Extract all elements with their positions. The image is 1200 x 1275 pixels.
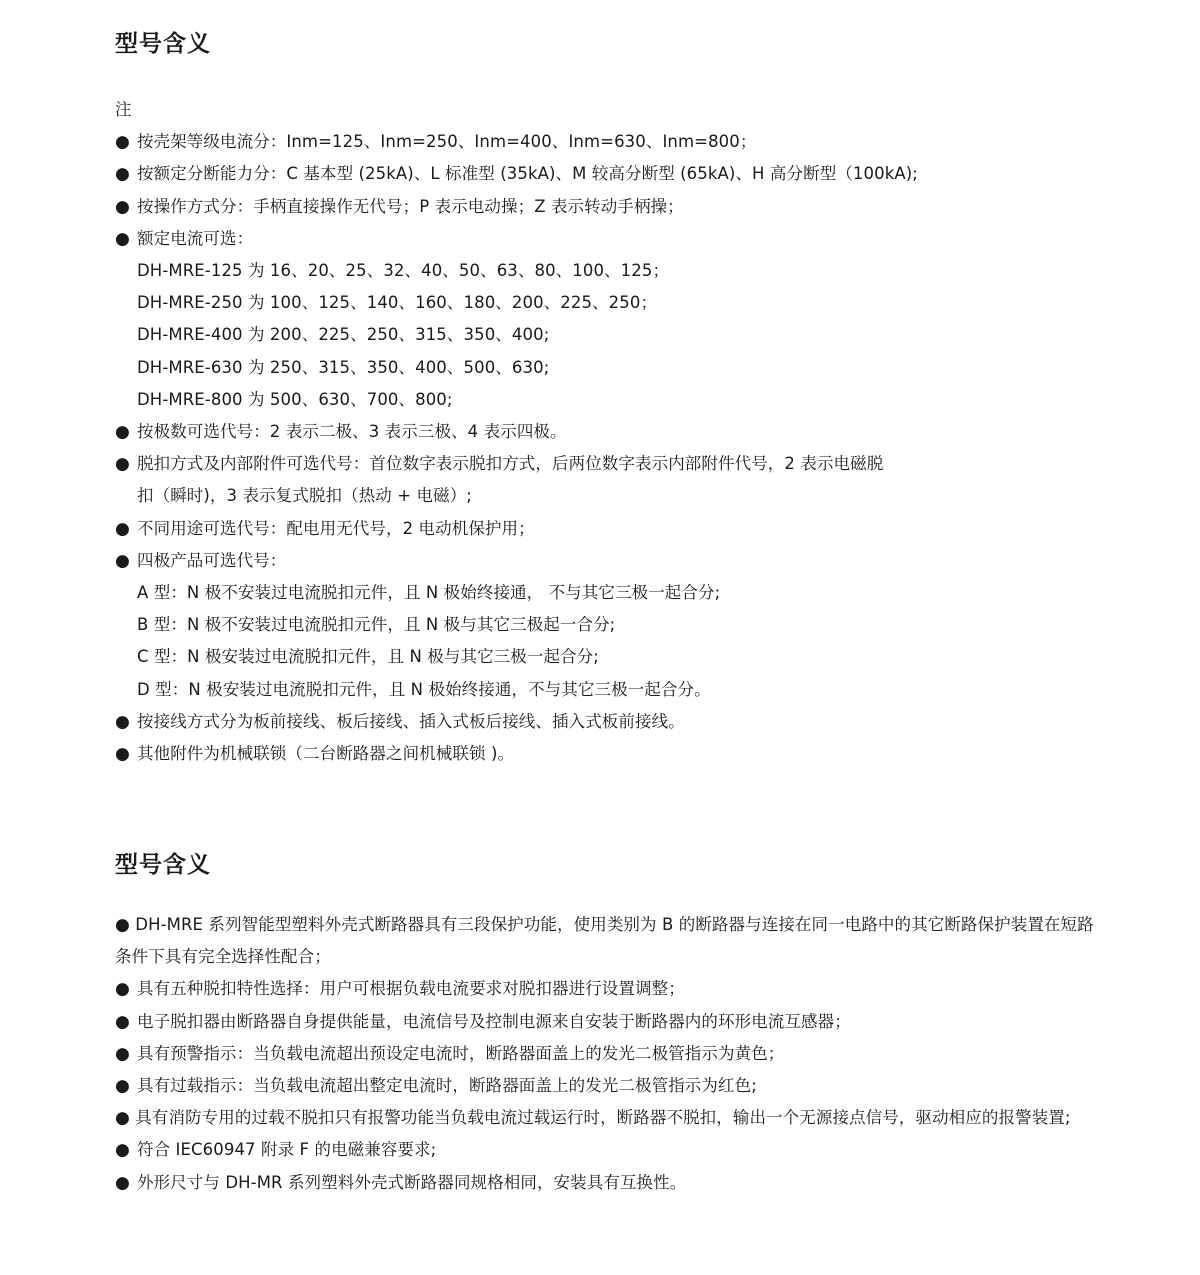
features-list (115, 909, 1095, 1199)
list-item-text: 按极数可选代号：2 表示二极、3 表示三极、4 表示四极。 (137, 422, 567, 442)
list-item (115, 973, 1095, 1005)
list-item-text: 按额定分断能力分：C 基本型 (25kA)、L 标准型 (35kA)、M 较高分断型 (65kA)、H 高分断型（100kA); (137, 164, 918, 184)
bullet-icon: ● (115, 228, 130, 249)
list-item-text: A 型：N 极不安装过电流脱扣元件，且 N 极始终接通， 不与其它三极一起合分; (137, 583, 721, 603)
list-item (115, 545, 1095, 577)
list-item (115, 448, 1095, 480)
list-item-text: 按壳架等级电流分：Inm=125、Inm=250、Inm=400、Inm=630、Inm=800； (137, 132, 757, 152)
list-item (115, 706, 1095, 738)
list-item-text: C 型：N 极安装过电流脱扣元件，且 N 极与其它三极一起合分; (137, 647, 599, 667)
list-item-text: 不同用途可选代号：配电用无代号，2 电动机保护用； (137, 518, 535, 538)
list-item-text: 四极产品可选代号： (137, 550, 287, 570)
list-item-text: 外形尺寸与 DH-MR 系列塑料外壳式断路器同规格相同，安装具有互换性。 (137, 1172, 687, 1192)
list-item-text: D 型：N 极安装过电流脱扣元件，且 N 极始终接通，不与其它三极一起合分。 (137, 679, 711, 699)
list-item-text: 按操作方式分：手柄直接操作无代号；P 表示电动操；Z 表示转动手柄操； (137, 196, 684, 216)
bullet-icon: ● (115, 196, 130, 217)
list-item-text: 额定电流可选： (137, 228, 254, 248)
list-item (115, 1167, 1095, 1199)
list-item-text: DH-MRE-125 为 16、20、25、32、40、50、63、80、100、125； (137, 261, 670, 281)
section-model-meaning (115, 28, 1095, 770)
list-item (115, 513, 1095, 545)
list-item-text: DH-MRE-630 为 250、315、350、400、500、630; (137, 357, 550, 377)
list-item (115, 255, 1095, 287)
list-item-text: 符合 IEC60947 附录 F 的电磁兼容要求; (137, 1140, 437, 1160)
bullet-icon: ● (115, 550, 130, 571)
list-item-text: 其他附件为机械联锁（二台断路器之间机械联锁 )。 (137, 744, 515, 764)
bullet-icon: ● (115, 518, 130, 539)
notes-list (115, 94, 1095, 770)
list-item (115, 1134, 1095, 1166)
list-item-text: DH-MRE 系列智能型塑料外壳式断路器具有三段保护功能，使用类别为 B 的断路器与连接在同一电路中的其它断路保护装置在短路条件下具有完全选择性配合； (115, 915, 1094, 967)
list-item (115, 1102, 1095, 1134)
list-item (115, 158, 1095, 190)
bullet-icon: ● (115, 164, 130, 185)
list-item (115, 191, 1095, 223)
list-item (115, 352, 1095, 384)
list-item (115, 609, 1095, 641)
list-item-text: B 型：N 极不安装过电流脱扣元件，且 N 极与其它三极起一合分; (137, 615, 616, 635)
list-item-text: 按接线方式分为板前接线、板后接线、插入式板后接线、插入式板前接线。 (137, 711, 685, 731)
bullet-icon: ● (115, 454, 130, 475)
bullet-icon: ● (115, 1076, 130, 1097)
section-title: 型号含义 (115, 852, 211, 878)
bullet-icon: ● (115, 1108, 130, 1129)
bullet-icon: ● (115, 744, 130, 765)
list-item (115, 1038, 1095, 1070)
list-item (115, 223, 1095, 255)
bullet-icon: ● (115, 1043, 130, 1064)
bullet-icon: ● (115, 422, 130, 443)
list-item-text: 具有五种脱扣特性选择：用户可根据负载电流要求对脱扣器进行设置调整； (137, 979, 685, 999)
note-label: 注 (115, 100, 132, 119)
list-item (115, 384, 1095, 416)
bullet-icon: ● (115, 132, 130, 153)
list-item (115, 641, 1095, 673)
list-item (115, 319, 1095, 351)
list-item-text: 扣（瞬时)，3 表示复式脱扣（热动 + 电磁）; (137, 486, 472, 506)
list-item (115, 909, 1095, 973)
bullet-icon: ● (115, 1011, 130, 1032)
section-features (115, 849, 1095, 1199)
list-item (115, 287, 1095, 319)
list-item-text: 电子脱扣器由断路器自身提供能量，电流信号及控制电源来自安装于断路器内的环形电流互感器； (137, 1011, 851, 1031)
bullet-icon: ● (115, 711, 130, 732)
list-item-text: 具有预警指示：当负载电流超出预设定电流时，断路器面盖上的发光二极管指示为黄色； (137, 1043, 785, 1063)
bullet-icon: ● (115, 1172, 130, 1193)
bullet-icon: ● (115, 1140, 130, 1161)
list-item (115, 674, 1095, 706)
list-item (115, 480, 1095, 512)
list-item (115, 1006, 1095, 1038)
list-item (115, 1070, 1095, 1102)
list-item-text: 脱扣方式及内部附件可选代号：首位数字表示脱扣方式，后两位数字表示内部附件代号，2 表示电磁脱 (137, 454, 884, 474)
list-item (115, 126, 1095, 158)
list-item-text: 具有消防专用的过载不脱扣只有报警功能当负载电流过载运行时，断路器不脱扣，输出一个无源接点信号，驱动相应的报警装置; (129, 1108, 1071, 1128)
list-item (115, 577, 1095, 609)
list-item-text: DH-MRE-250 为 100、125、140、160、180、200、225、250； (137, 293, 658, 313)
bullet-icon: ● (115, 979, 130, 1000)
list-item-text: 具有过载指示：当负载电流超出整定电流时，断路器面盖上的发光二极管指示为红色; (137, 1076, 757, 1096)
list-item-text: DH-MRE-800 为 500、630、700、800; (137, 389, 453, 409)
list-item (115, 416, 1095, 448)
list-item (115, 738, 1095, 770)
list-item-text: DH-MRE-400 为 200、225、250、315、350、400; (137, 325, 550, 345)
section-title: 型号含义 (115, 31, 211, 57)
bullet-icon: ● (115, 915, 130, 935)
